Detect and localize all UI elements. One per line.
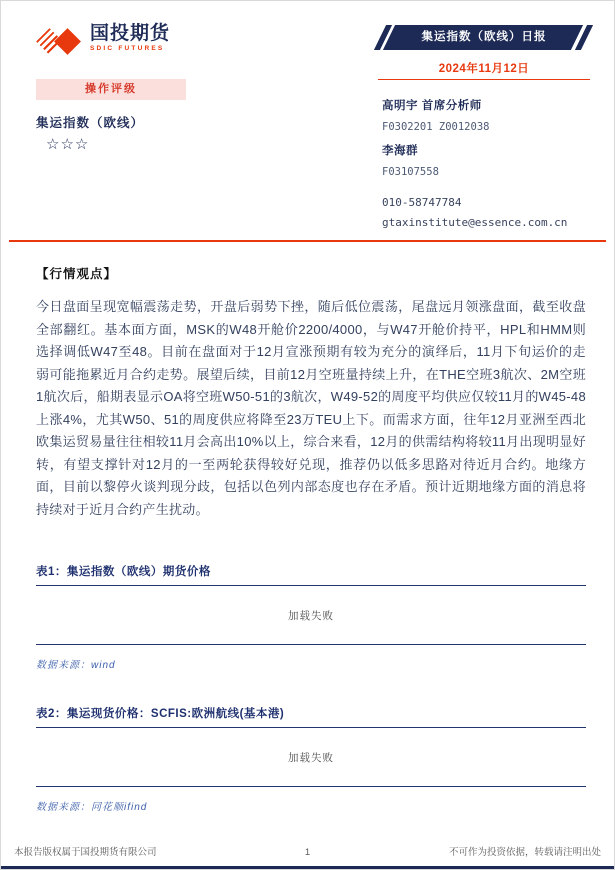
logo-mark <box>36 25 88 59</box>
table-2-image-load-failed: 加载失败 <box>288 751 334 764</box>
contact-phone: 010-58747784 <box>382 196 462 209</box>
rating-stars: ☆☆☆ <box>46 136 90 153</box>
logo-text <box>90 23 170 53</box>
table-1-bottom-rule <box>36 644 586 645</box>
logo-name-cn: 国投期货 <box>90 23 171 44</box>
header-left-column <box>36 23 366 229</box>
rating-label: 操作评级 <box>36 79 186 100</box>
report-header <box>1 1 614 229</box>
table-1-title: 表1：集运指数（欧线）期货价格 <box>36 566 211 578</box>
table-2-bottom-rule <box>36 786 586 787</box>
footer-disclaimer: 不可作为投资依据，转载请注明出处 <box>448 847 601 858</box>
table-2-title: 表2：集运现货价格：SCFIS:欧洲航线(基本港) <box>36 708 285 720</box>
sdic-futures-logo <box>36 23 366 63</box>
analyst-name: 高明宇 首席分析师 <box>382 100 482 112</box>
report-title: 集运指数（欧线）日报 <box>421 31 547 43</box>
table-2-block <box>36 705 586 813</box>
footer-copyright: 本报告版权属于国投期货有限公司 <box>14 847 157 858</box>
section-title-market-view: 【行情观点】 <box>36 267 118 281</box>
table-1-data-source: 数据来源：wind <box>36 660 116 671</box>
analyst-license-ids: F0302201 Z0012038 <box>382 121 490 133</box>
analyst-info-block <box>378 97 590 229</box>
report-date: 2024年11月12日 <box>378 60 590 80</box>
product-name: 集运指数（欧线） <box>36 116 145 130</box>
footer-page-number: 1 <box>304 847 311 858</box>
header-right-column <box>378 23 590 229</box>
header-divider-rule <box>9 240 606 242</box>
table-2-data-source: 数据来源：同花顺ifind <box>36 802 148 813</box>
report-content <box>36 264 586 813</box>
contact-email: gtaxinstitute@essence.com.cn <box>382 216 568 229</box>
table-1-block <box>36 563 586 671</box>
table-1-image-load-failed: 加载失败 <box>288 609 334 622</box>
market-view-paragraph: 今日盘面呈现宽幅震荡走势，开盘后弱势下挫，随后低位震荡，尾盘远月领涨盘面，截至收盘全部翻红。基本面方面，MSK的W48开舱价2200/4000，与W47开舱价持平，HPL和HMM则选择调低W47至48。目前在盘面对于12月宣涨预期有较为充分的演绎后，11月下旬运价的走弱可能拖累近月合约走势。展望后续，目前12月空班量持续上升，在THE空班3航次、2M空班1航次后，船期表显示OA将空班W50-51的3航次，W49-52的周度平均供应仅较11月的W45-48上涨4%，尤其W50、51的周度供应将降至23万TEU上下。而需求方面，往年12月亚洲至西北欧集运贸易量往往相较11月会高出10%以上，综合来看，12月的供需结构将较11月出现明显好转，有望支撑针对12月的一至两轮获得较好兑现，推荐仍以低多思路对待近月合约。地缘方面，目前以黎停火谈判现分歧，包括以色列内部态度也存在矛盾。预计近期地缘方面的消息将持续对于近月合约产生扰动。 <box>36 299 586 517</box>
analyst-name: 李海群 <box>382 145 418 157</box>
report-title-banner <box>378 25 590 50</box>
logo-diamond-solid-icon <box>54 28 81 55</box>
analyst-license-ids: F03107558 <box>382 166 439 178</box>
report-footer <box>1 844 614 869</box>
logo-name-en: SDIC FUTURES <box>90 45 165 52</box>
